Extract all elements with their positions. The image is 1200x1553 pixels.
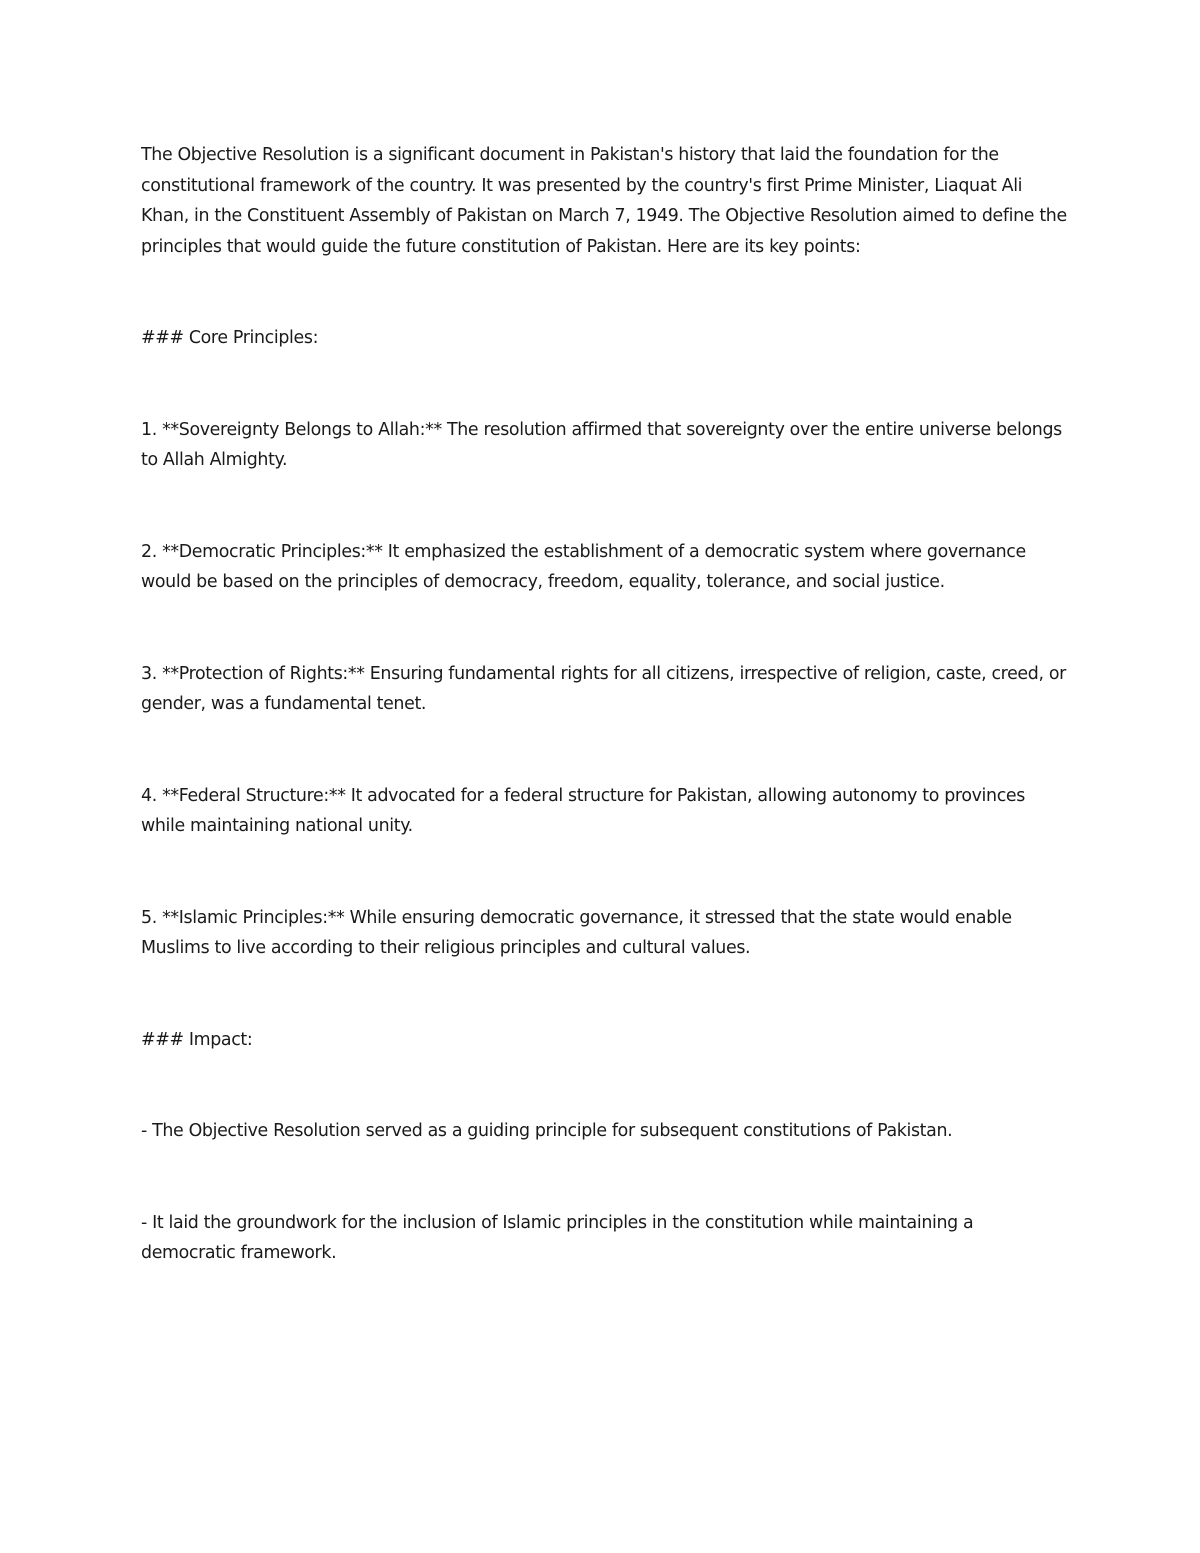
core-principles-heading: ### Core Principles: xyxy=(141,328,319,348)
principle-item-1: 1. **Sovereignty Belongs to Allah:** The resolution affirmed that sovereignty over the entire universe belongs to Allah Almighty. xyxy=(141,419,1062,470)
impact-item-2: - It laid the groundwork for the inclusion of Islamic principles in the constitution while maintaining a democratic framework. xyxy=(141,1212,974,1263)
intro-paragraph: The Objective Resolution is a significant document in Pakistan's history that laid the foundation for the constitutional framework of the country. It was presented by the country's first Prime Minister, Liaquat Ali Khan, in the Constituent Assembly of Pakistan on March 7, 1949. The Objective Resolution aimed to define the principles that would guide the future constitution of Pakistan. Here are its key points: xyxy=(141,145,1067,257)
principle-item-3: 3. **Protection of Rights:** Ensuring fundamental rights for all citizens, irrespective of religion, caste, creed, or gender, was a fundamental tenet. xyxy=(141,663,1066,714)
impact-item-1: - The Objective Resolution served as a guiding principle for subsequent constitutions of Pakistan. xyxy=(141,1121,953,1141)
principle-item-5: 5. **Islamic Principles:** While ensuring democratic governance, it stressed that the state would enable Muslims to live according to their religious principles and cultural values. xyxy=(141,907,1012,958)
principle-item-2: 2. **Democratic Principles:** It emphasized the establishment of a democratic system where governance would be based on the principles of democracy, freedom, equality, tolerance, and social justice. xyxy=(141,541,1026,592)
impact-heading: ### Impact: xyxy=(141,1029,253,1050)
principle-item-4: 4. **Federal Structure:** It advocated for a federal structure for Pakistan, allowing autonomy to provinces while maintaining national unity. xyxy=(141,785,1025,836)
document-body xyxy=(141,140,1071,1269)
